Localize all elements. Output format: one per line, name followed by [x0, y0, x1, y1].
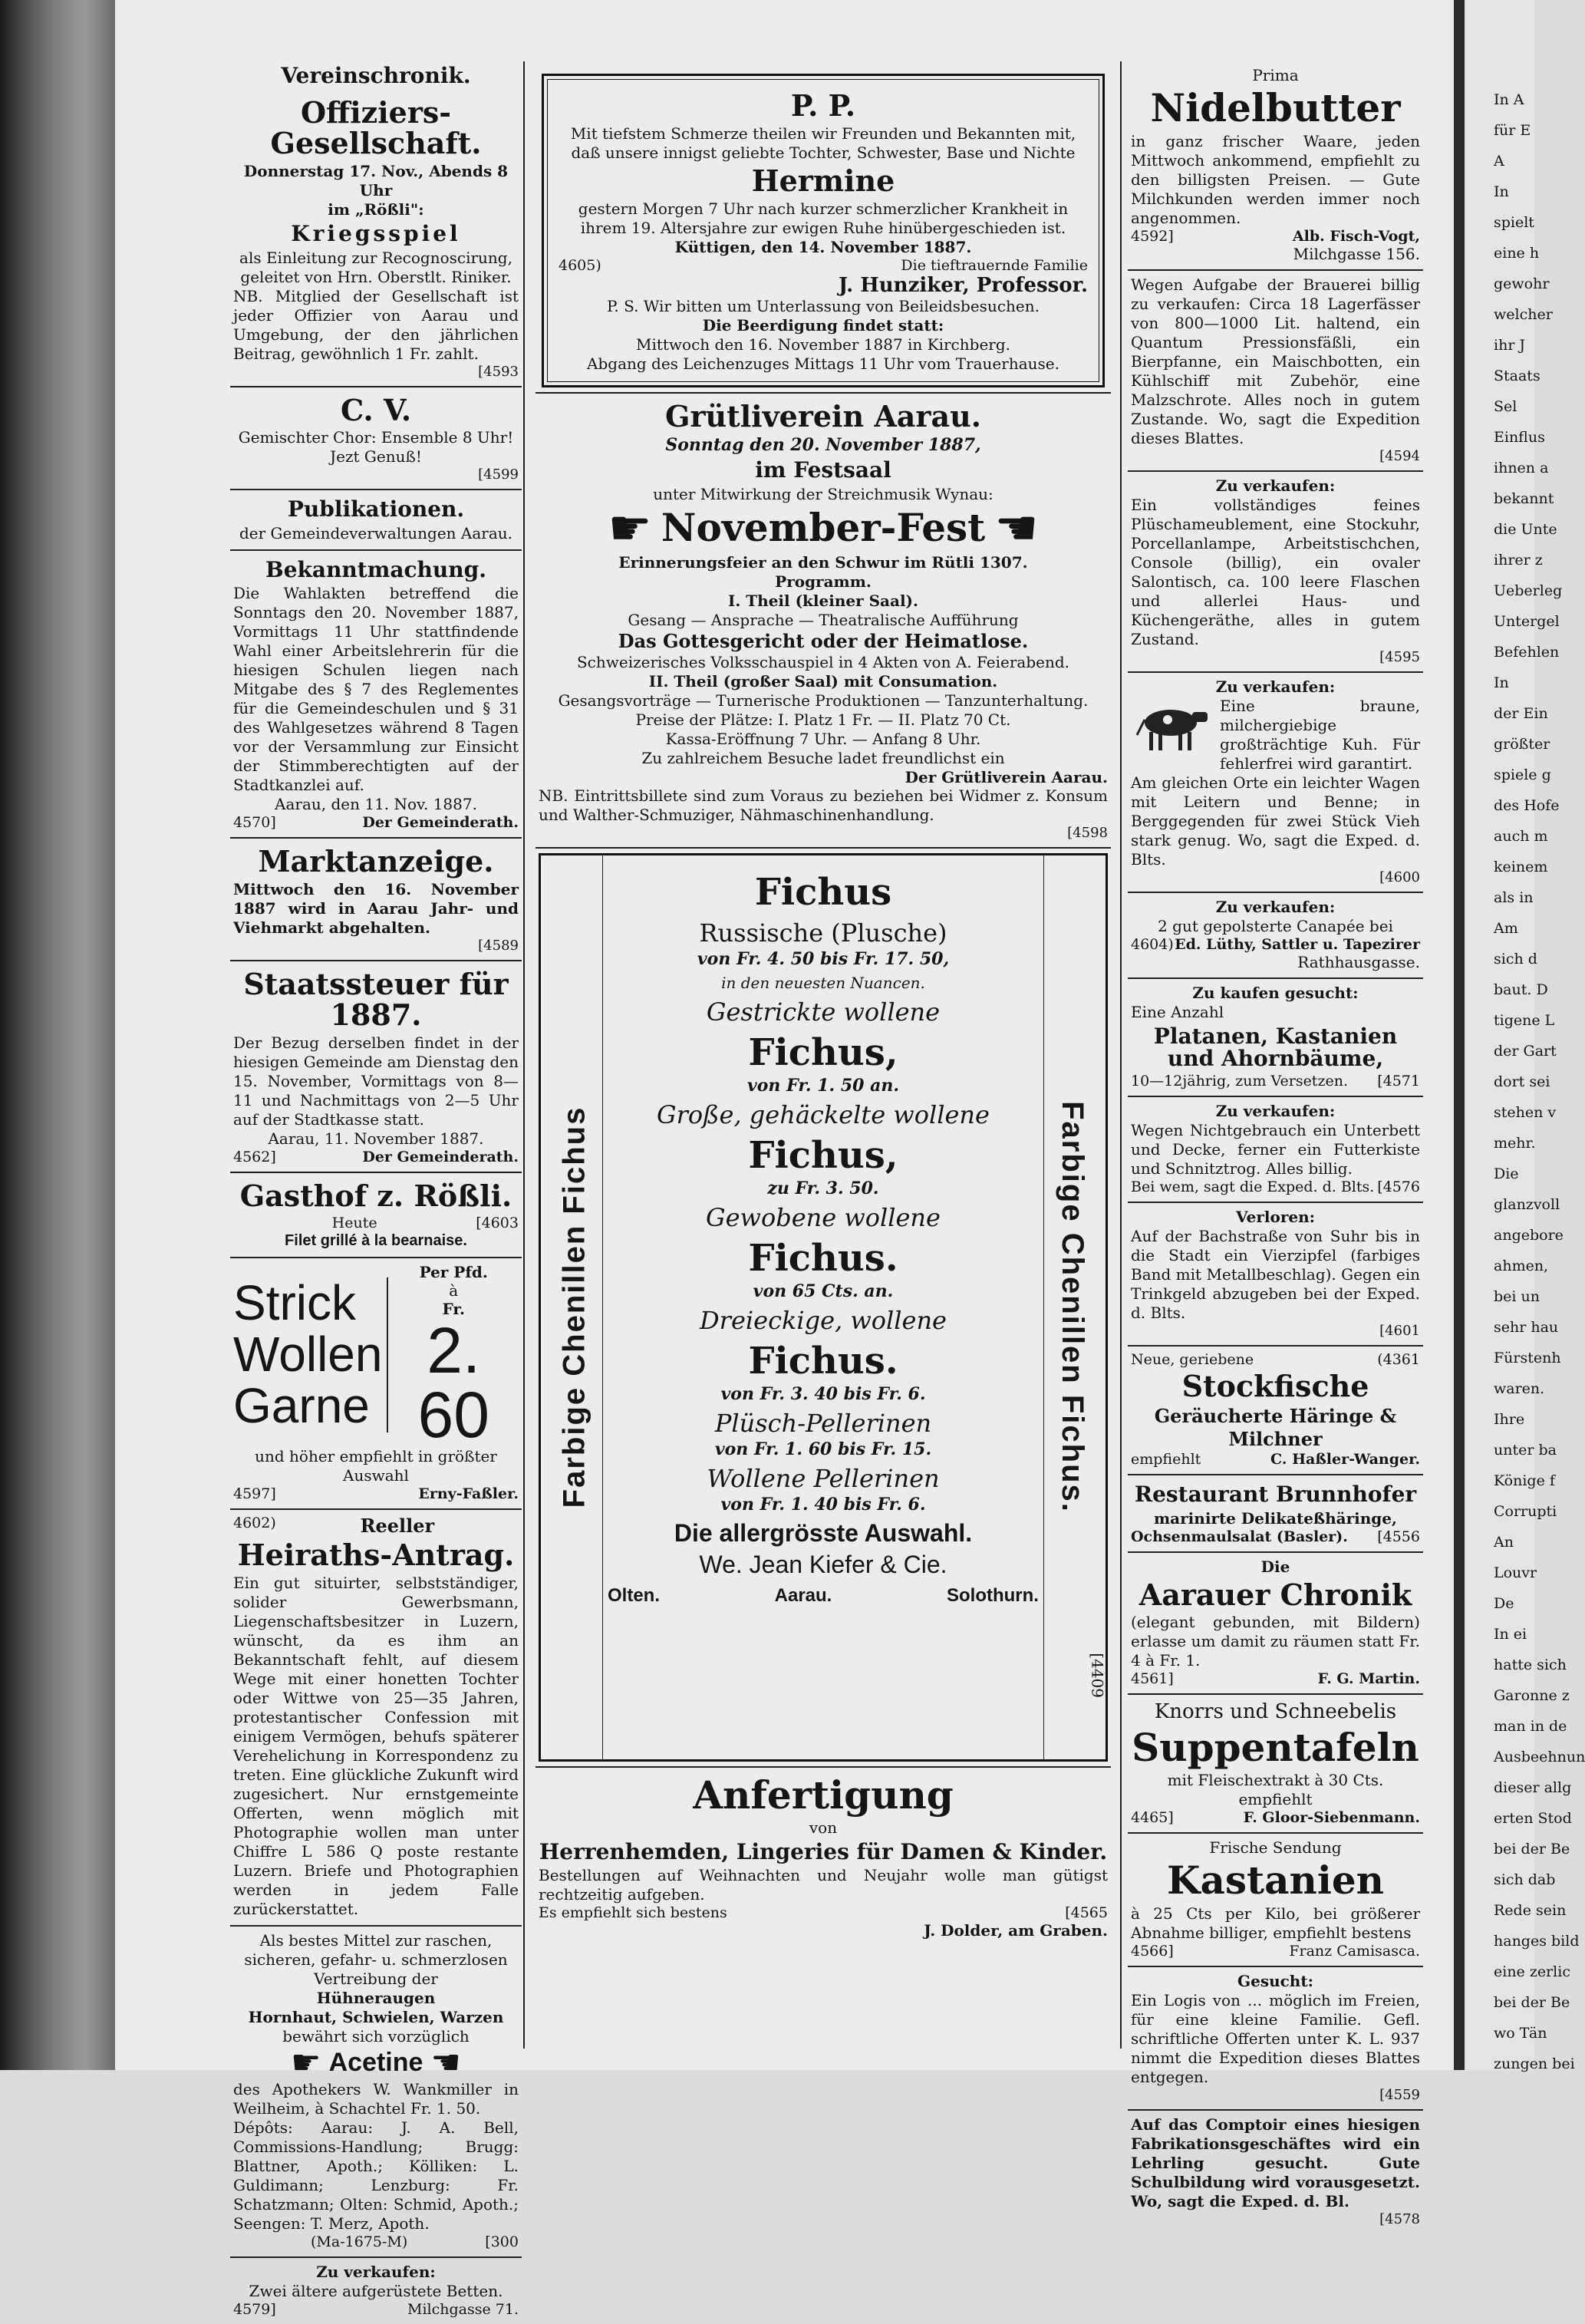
acetine-code: (Ma-1675-M)	[311, 2233, 408, 2250]
kuh-ad	[1128, 673, 1423, 893]
death-notice-family: Die tieftrauernde Familie	[901, 256, 1088, 274]
anfertigung-von: von	[809, 1818, 838, 1838]
strick-signature: Erny-Faßler.	[418, 1485, 519, 1502]
strick-price: 2. 60	[417, 1314, 489, 1451]
strick-num: 4597]	[233, 1485, 276, 1502]
chronik-signature: F. G. Martin.	[1317, 1670, 1420, 1688]
verloren-title: Verloren:	[1235, 1208, 1316, 1227]
grutli-signature: Der Grütliverein Aarau.	[905, 767, 1108, 786]
grutli-teil1: I. Theil (kleiner Saal).	[728, 591, 918, 610]
death-notice-beerdigung3: Abgang des Leichenzuges Mittags 11 Uhr vom Trauerhause.	[587, 354, 1059, 373]
kastanien-text: à 25 Cts per Kilo, bei größerer Abnahme billiger, empfiehlt bestens	[1131, 1904, 1420, 1942]
suppentafeln-pre: Knorrs und Schneebelis	[1154, 1700, 1397, 1724]
unterbett-title: Zu verkaufen:	[1215, 1102, 1336, 1121]
next-page-line: für E	[1494, 122, 1531, 139]
verloren-text: Auf der Bachstraße von Suhr bis in die Stadt ein Vierzipfel (farbiges Band mit Metallbeschlag). Gegen ein Trinkgeld abzugeben bei der Exped. d. Blts.	[1131, 1227, 1420, 1323]
publikationen-title: Publikationen.	[287, 496, 465, 522]
stockfische-num: (4361	[1377, 1351, 1420, 1369]
fichus-wollene-pellerinen: Wollene Pellerinen	[707, 1463, 940, 1493]
fichus-russische-price: von Fr. 4. 50 bis Fr. 17. 50,	[697, 948, 950, 969]
gasthof-num: [4603	[476, 1214, 519, 1231]
next-page-line: bei der Be	[1494, 1994, 1570, 2011]
canape-signature: Ed. Lüthy, Sattler u. Tapezirer	[1175, 935, 1420, 953]
lehrling-num: [4578	[1379, 2210, 1420, 2227]
anfertigung-text: Bestellungen auf Weihnachten und Neujahr wolle man gütigst rechtzeitig aufgeben.	[539, 1866, 1108, 1904]
staatssteuer-ad	[230, 961, 522, 1173]
chronik-pre: Die	[1260, 1557, 1290, 1576]
pointing-hand-left-icon: ☚	[994, 499, 1039, 557]
grutli-play2: Schweizerisches Volksschauspiel in 4 Akten von A. Feierabend.	[576, 652, 1070, 671]
kastanien-num: 4566]	[1131, 1942, 1174, 1960]
acetine-num: [300	[485, 2233, 519, 2250]
marktanzeige-num: [4589	[478, 938, 519, 954]
next-page-line: glanzvoll	[1494, 1196, 1560, 1213]
grutli-play: Das Gottesgericht oder der Heimatlose.	[618, 629, 1029, 652]
strick-fr: Fr.	[442, 1299, 465, 1318]
chronik-num: 4561]	[1131, 1670, 1174, 1688]
fichus-gewobene: Gewobene wollene	[706, 1202, 941, 1232]
next-page-line: eine h	[1494, 245, 1540, 262]
next-page-line: Staats	[1494, 368, 1541, 384]
next-page-line: mehr.	[1494, 1135, 1536, 1152]
next-page-line: Ausbeehnun	[1494, 1749, 1585, 1765]
fichus-grosse: Große, gehäckelte wollene	[657, 1099, 990, 1129]
death-notice-beerdigung2: Mittwoch den 16. November 1887 in Kirchberg.	[635, 335, 1011, 354]
next-page-line: der Ein	[1494, 705, 1548, 722]
acetine-items: Hühneraugen	[316, 1988, 436, 2007]
fichus-city-olten: Olten.	[608, 1584, 661, 1606]
next-page-edge	[1465, 0, 1585, 2072]
book-binding	[0, 0, 115, 2070]
heiraths-ad	[230, 1510, 522, 1927]
next-page-line: Die	[1494, 1165, 1519, 1182]
staatssteuer-text: Der Bezug derselben findet in der hiesigen Gemeinde am Dienstag den 15. November, Vormittags von 8—11 und Nachmittags von 2—5 Uhr auf der Stadtkasse statt.	[233, 1033, 519, 1129]
death-notice-name: Hermine	[751, 163, 895, 198]
unterbett-num: [4576	[1377, 1178, 1420, 1196]
suppentafeln-num: 4465]	[1131, 1809, 1174, 1827]
nidelbutter-num: 4592]	[1131, 227, 1174, 245]
plusch-text: Ein vollständiges feines Plüschameublement, eine Stockuhr, Porcellanlampe, Arbeitstischchen, Console (billig), ein ovaler Salontisch, ca. 100 leere Flaschen und allerlei Haus- und Küchengeräthe, alles in gutem Zustand.	[1131, 495, 1420, 648]
grutli-date: Sonntag den 20. November 1887,	[665, 434, 981, 455]
strickgarne-ad	[230, 1258, 522, 1510]
verloren-ad	[1128, 1203, 1423, 1347]
offiziers-event: Kriegsspiel	[291, 221, 461, 247]
fichus-auswahl: Die allergrösste Auswahl.	[674, 1518, 973, 1547]
platanen-num: [4571	[1377, 1073, 1420, 1090]
betten-text: Zwei ältere aufgerüstete Betten.	[249, 2281, 503, 2300]
fichus-heading-4: Fichus.	[748, 1236, 898, 1280]
next-page-line: Louvr	[1494, 1564, 1537, 1581]
acetine-text: des Apothekers W. Wankmiller in Weilheim, à Schachtel Fr. 1. 50.	[233, 2079, 519, 2118]
stockfische-emp: empfiehlt	[1131, 1451, 1201, 1469]
offiziers-num: [4593	[478, 363, 519, 380]
fichus-num: [4409	[1089, 1652, 1107, 1698]
nidelbutter-addr: Milchgasse 156.	[1293, 244, 1420, 263]
grutli-kasse: Kassa-Eröffnung 7 Uhr. — Anfang 8 Uhr.	[665, 729, 981, 748]
next-page-line: sehr hau	[1494, 1319, 1559, 1336]
kuh-text2: Am gleichen Orte ein leichter Wagen mit Leitern und Benne; in Berggegenden für zwei Stück Vieh stark genug. Wo, sagt die Exped. d. Blts.	[1131, 773, 1420, 869]
next-page-line: des Hofe	[1494, 797, 1560, 814]
next-page-line: bei un	[1494, 1288, 1540, 1305]
kuh-num: [4600	[1379, 869, 1420, 885]
next-page-line: unter ba	[1494, 1442, 1557, 1459]
betten-addr: Milchgasse 71.	[407, 2300, 519, 2318]
bekanntmachung-text: Die Wahlakten betreffend die Sonntags den 20. November 1887, Vormittags 11 Uhr stattfindende Wahl einer Arbeitslehrerin für die hiesigen Schulen liegen nach Mitgabe des § 7 des Reglementes für die Gemeindeschulen und § 31 des Wahlgesetzes während 8 Tagen vor der Versammlung zur Einsicht der Stimmberechtigten auf der Stadtkanzlei auf.	[233, 584, 519, 795]
next-page-line: ahmen,	[1494, 1258, 1549, 1274]
next-page-line: sich dab	[1494, 1871, 1556, 1888]
grutli-erinnerung: Erinnerungsfeier an den Schwur im Rütli 1307.	[618, 552, 1028, 572]
grutli-teil2: II. Theil (großer Saal) mit Consumation.	[648, 671, 998, 691]
death-notice-place: Küttigen, den 14. November 1887.	[674, 237, 972, 256]
grutli-mit: unter Mitwirkung der Streichmusik Wynau:	[653, 484, 994, 503]
chronik-text: (elegant gebunden, mit Bildern) erlasse um damit zu räumen statt Fr. 4 à Fr. 1.	[1131, 1613, 1420, 1670]
next-page-line: sich d	[1494, 951, 1537, 968]
next-page-line: In ei	[1494, 1626, 1527, 1643]
heiraths-text: Ein gut situirter, selbstständiger, solider Gewerbsmann, Liegenschaftsbesitzer in Luzern, wünscht, da es ihm an Bekanntschaft fehlt, auf diesem Wege mit einer honetten Tochter oder Wittwe von 25—35 Jahren, protestantischer Confession mit einigem Vermögen, behufs späterer Verehelichung in Korrespondenz zu treten. Eine glückliche Zukunft wird zugesichert. Nur ernstgemeinte Offerten, wenn möglich mit Photographie wollen man unter Chiffre L 586 Q poste restante Luzern. Briefe und Photographien werden in jedem Falle zurückerstattet.	[233, 1573, 519, 1918]
fichus-city-solothurn: Solothurn.	[947, 1584, 1039, 1606]
platanen-ad	[1128, 979, 1423, 1098]
next-page-line: angebore	[1494, 1227, 1564, 1244]
fichus-side-right: Farbige Chenillen Fichus.	[1055, 1101, 1089, 1513]
strick-word2: Wollen	[233, 1327, 383, 1383]
platanen-big: Platanen, Kastanien und Ahornbäume,	[1153, 1023, 1398, 1071]
bekanntmachung-title: Bekanntmachung.	[265, 556, 486, 582]
next-page-line: spielt	[1494, 214, 1534, 231]
fichus-russische: Russische (Plusche)	[699, 918, 947, 948]
brauerei-ad	[1128, 271, 1423, 472]
cv-title: C. V.	[340, 392, 412, 427]
grutli-title: Grütliverein Aarau.	[665, 398, 981, 433]
offiziers-line2: im „Rößli":	[328, 200, 424, 219]
suppentafeln-ad	[1128, 1695, 1423, 1834]
strick-per: Per Pfd.	[419, 1262, 488, 1281]
next-page-line: spiele g	[1494, 766, 1551, 783]
verloren-num: [4601	[1379, 1323, 1420, 1340]
death-notice-text: Mit tiefstem Schmerze theilen wir Freunden und Bekannten mit, daß unsere innigst geliebte Tochter, Schwester, Base und Nichte	[570, 124, 1076, 162]
next-page-line: Befehlen	[1494, 644, 1560, 661]
heiraths-title: Heiraths-Antrag.	[237, 1537, 515, 1572]
strick-word3: Garne	[233, 1378, 370, 1434]
column-rule-left	[523, 61, 525, 2049]
pointing-hand-left-icon: ☚	[430, 2042, 461, 2082]
canape-title: Zu verkaufen:	[1215, 897, 1336, 916]
middle-column	[535, 61, 1111, 1946]
staatssteuer-title: Staatssteuer für 1887.	[243, 967, 509, 1033]
stockfische-sub: Geräucherte Häringe & Milchner	[1154, 1405, 1397, 1451]
death-notice-text2: gestern Morgen 7 Uhr nach kurzer schmerzlicher Krankheit in ihrem 19. Altersjahre zur ewigen Ruhe hinübergeschieden ist.	[578, 199, 1069, 237]
nidelbutter-signature: Alb. Fisch-Vogt,	[1292, 227, 1420, 245]
death-notice-ps: P. S. Wir bitten um Unterlassung von Beileidsbesuchen.	[607, 296, 1040, 315]
kastanien-ad	[1128, 1834, 1423, 1967]
fichus-heading-2: Fichus,	[748, 1030, 898, 1074]
next-page-line: Corrupti	[1494, 1503, 1557, 1520]
next-page-line: Am	[1494, 920, 1518, 937]
cow-icon	[1131, 697, 1215, 755]
next-page-line: hanges bild	[1494, 1933, 1580, 1950]
grutli-programm: Programm.	[775, 572, 872, 591]
left-column	[230, 61, 522, 2324]
logis-text: Ein Logis von ... möglich im Freien, für eine kleine Familie. Gefl. schriftliche Offerten unter K. L. 937 nimmt die Expedition dieses Blattes entgegen.	[1131, 1990, 1420, 2086]
gasthof-line2: Filet grillé à la bearnaise.	[285, 1231, 467, 1249]
acetine-depots: Dépôts: Aarau: J. A. Bell, Commissions-Handlung; Brugg: Blattner, Apoth.; Kölliken: L. Guldimann; Lenzburg: Fr. Schatzmann; Olten: Schmid, Apoth.; Seengen: T. Merz, Apoth.	[233, 2118, 519, 2233]
acetine-bewahrt: bewährt sich vorzüglich	[282, 2026, 470, 2045]
bekanntmachung-signature: Der Gemeinderath.	[362, 814, 519, 832]
next-page-line: Garonne z	[1494, 1687, 1570, 1704]
fichus-gestrickte: Gestrickte wollene	[706, 997, 941, 1027]
offiziers-title: Offiziers-Gesellschaft.	[270, 95, 482, 161]
fichus-price-2: von Fr. 1. 50 an.	[746, 1075, 900, 1096]
column-rule-right	[1120, 61, 1122, 2049]
next-page-line: Ueberleg	[1494, 582, 1563, 599]
next-page-line: In	[1494, 183, 1509, 200]
next-page-line: Könige f	[1494, 1472, 1555, 1489]
offiziers-nb: NB. Mitglied der Gesellschaft ist jeder Offizier von Aarau und Umgebung, der den jährlichen Beitrag, gewöhnlich 1 Fr. zahlt.	[233, 286, 519, 363]
next-page-line: man in de	[1494, 1718, 1567, 1735]
next-page-line: An	[1494, 1534, 1514, 1551]
next-page-line: Untergel	[1494, 613, 1560, 630]
next-page-line: erten Stod	[1494, 1810, 1572, 1827]
restaurant-title: Restaurant Brunnhofer	[1134, 1482, 1417, 1508]
strick-word1: Strick	[233, 1275, 356, 1331]
offiziers-line1: Donnerstag 17. Nov., Abends 8 Uhr	[243, 162, 509, 200]
death-notice	[542, 74, 1105, 387]
next-page-line: als in	[1494, 889, 1534, 906]
grutli-place: im Festsaal	[755, 457, 891, 483]
nidelbutter-title: Nidelbutter	[1150, 85, 1401, 130]
grutli-nb: NB. Eintrittsbillete sind zum Voraus zu beziehen bei Widmer z. Konsum und Walther-Schmuziger, Nähmaschinenhandlung.	[539, 786, 1108, 824]
fichus-side-left: Farbige Chenillen Fichus	[557, 1106, 591, 1508]
anfertigung-num: [4565	[1065, 1904, 1108, 1922]
anfertigung-title: Anfertigung	[693, 1772, 954, 1818]
fichus-price-6: von Fr. 1. 60 bis Fr. 15.	[714, 1439, 932, 1459]
publikationen-block	[230, 490, 522, 550]
canape-ad	[1128, 893, 1423, 979]
fichus-dreieckige: Dreieckige, wollene	[700, 1305, 947, 1335]
stockfische-title: Stockfische	[1181, 1369, 1369, 1404]
staatssteuer-num: 4562]	[233, 1148, 276, 1165]
next-page-line: eine zerlic	[1494, 1963, 1570, 1980]
offiziers-ad	[230, 90, 522, 387]
lehrling-ad	[1128, 2111, 1423, 2233]
restaurant-text: marinirte Delikateßhäringe,	[1154, 1508, 1397, 1528]
page-gutter	[1454, 0, 1465, 2070]
logis-ad	[1128, 1967, 1423, 2111]
next-page-line: stehen v	[1494, 1104, 1557, 1121]
stockfische-pre: Neue, geriebene	[1131, 1351, 1254, 1369]
fichus-firm: We. Jean Kiefer & Cie.	[699, 1550, 947, 1578]
anfertigung-text2: Es empfiehlt sich bestens	[539, 1904, 727, 1922]
marktanzeige-text: Mittwoch den 16. November 1887 wird in Aarau Jahr- und Viehmarkt abgehalten.	[233, 880, 519, 938]
fichus-plusch-pellerinen: Plüsch-Pellerinen	[714, 1408, 932, 1438]
restaurant-text2: Ochsenmaulsalat (Basler).	[1131, 1528, 1348, 1545]
death-notice-num: 4605)	[559, 256, 601, 274]
next-page-line: Rede sein	[1494, 1902, 1567, 1919]
next-page-text	[1465, 0, 1585, 2079]
canape-text: 2 gut gepolsterte Canapée bei	[1158, 916, 1393, 935]
next-page-line: bekannt	[1494, 490, 1554, 507]
betten-num: 4579]	[233, 2300, 276, 2318]
marktanzeige-title: Marktanzeige.	[258, 844, 494, 879]
platanen-title: Zu kaufen gesucht:	[1192, 983, 1359, 1002]
fichus-ad	[539, 853, 1108, 1762]
grutli-teil2-text: Gesangsvorträge — Turnerische Produktionen — Tanzunterhaltung.	[558, 691, 1089, 710]
next-page-line: ihr J	[1494, 337, 1526, 354]
bekanntmachung-num: 4570]	[233, 814, 276, 832]
unterbett-text: Wegen Nichtgebrauch ein Unterbett und Decke, ferner ein Futterkiste und Schnitztrog. Alles billig.	[1131, 1121, 1420, 1178]
strick-a: à	[449, 1281, 459, 1300]
fichus-price-5: von Fr. 3. 40 bis Fr. 6.	[720, 1383, 926, 1404]
cv-ad	[230, 387, 522, 491]
death-notice-signature: J. Hunziker, Professor.	[838, 273, 1088, 297]
anfertigung-ad	[535, 1766, 1111, 1947]
logis-num: [4559	[1379, 2086, 1420, 2103]
fichus-russische-note: in den neuesten Nuancen.	[721, 973, 925, 992]
nidelbutter-text: in ganz frischer Waare, jeden Mittwoch ankommend, empfiehlt zu den billigsten Preisen. — Gute Milchkunden werden immer noch angenommen.	[1131, 131, 1420, 227]
cv-text: Gemischter Chor: Ensemble 8 Uhr! Jezt Genuß!	[238, 428, 514, 466]
next-page-line: wo Tän	[1494, 2025, 1547, 2042]
acetine-items2: Hornhaut, Schwielen, Warzen	[248, 2007, 504, 2026]
bekanntmachung-date: Aarau, den 11. Nov. 1887.	[275, 795, 477, 814]
offiziers-text: als Einleitung zur Recognoscirung, geleitet von Hrn. Oberstlt. Riniker.	[239, 248, 512, 286]
gasthof-ad	[230, 1173, 522, 1258]
anfertigung-signature: J. Dolder, am Graben.	[924, 1921, 1108, 1940]
grutliverein-ad	[535, 392, 1111, 849]
canape-num: 4604)	[1131, 935, 1174, 953]
next-page-line: ihrer z	[1494, 552, 1543, 569]
next-page-line: hatte sich	[1494, 1656, 1567, 1673]
fichus-city-aarau: Aarau.	[774, 1584, 832, 1606]
unterbett-ad	[1128, 1097, 1423, 1203]
marktanzeige-ad	[230, 839, 522, 961]
fichus-price-7: von Fr. 1. 40 bis Fr. 6.	[720, 1494, 926, 1515]
fichus-heading-3: Fichus,	[748, 1133, 898, 1177]
next-page-line: zungen bei	[1494, 2055, 1575, 2072]
next-page-line: Fürstenh	[1494, 1350, 1561, 1366]
publikationen-sub: der Gemeindeverwaltungen Aarau.	[239, 523, 512, 542]
canape-addr: Rathhausgasse.	[1297, 952, 1420, 971]
grutli-num: [4598	[1067, 824, 1108, 841]
suppentafeln-signature: F. Gloor-Siebenmann.	[1243, 1809, 1420, 1827]
next-page-line: Einflus	[1494, 429, 1545, 446]
plusch-num: [4595	[1379, 648, 1420, 665]
next-page-line: dieser allg	[1494, 1779, 1572, 1796]
nidelbutter-prima: Prima	[1252, 66, 1299, 84]
platanen-text: 10—12jährig, zum Versetzen.	[1131, 1073, 1348, 1090]
heiraths-pre: Reeller	[360, 1514, 435, 1537]
next-page-line: A	[1494, 153, 1504, 170]
unterbett-text2: Bei wem, sagt die Exped. d. Blts.	[1131, 1178, 1375, 1196]
right-column	[1128, 61, 1423, 2233]
grutli-teil1-text: Gesang — Ansprache — Theatralische Aufführung	[628, 610, 1019, 629]
next-page-line: In A	[1494, 91, 1524, 108]
next-page-line: die Unte	[1494, 521, 1557, 538]
kastanien-title: Kastanien	[1166, 1858, 1384, 1904]
betten-title: Zu verkaufen:	[316, 2262, 436, 2281]
acetine-title: Acetine	[328, 2048, 423, 2078]
fichus-heading-5: Fichus.	[748, 1339, 898, 1383]
gasthof-line1: Heute	[331, 1214, 377, 1231]
next-page-line: gewohr	[1494, 275, 1550, 292]
cv-num: [4599	[478, 466, 519, 483]
next-page-line: größter	[1494, 736, 1550, 753]
grutli-zahl: Zu zahlreichem Besuche ladet freundlichst ein	[641, 748, 1005, 767]
plusch-ad	[1128, 472, 1423, 673]
restaurant-num: [4556	[1377, 1528, 1420, 1545]
grutli-preise: Preise der Plätze: I. Platz 1 Fr. — II. Platz 70 Ct.	[635, 710, 1011, 729]
gasthof-title: Gasthof z. Rößli.	[239, 1178, 512, 1213]
heiraths-num: 4602)	[233, 1514, 276, 1531]
next-page-line: baut. D	[1494, 981, 1548, 998]
fichus-heading-1: Fichus	[754, 870, 892, 914]
next-page-line: ihnen a	[1494, 460, 1549, 476]
death-notice-beerdigung: Die Beerdigung findet statt:	[702, 315, 944, 335]
pointing-hand-right-icon: ☛	[608, 499, 652, 557]
fichus-price-4: von 65 Cts. an.	[753, 1281, 894, 1301]
kuh-text: Eine braune, milchergiebige großträchtige Kuh. Für fehlerfrei wird garantirt.	[1220, 696, 1420, 773]
next-page-line: tigene L	[1494, 1012, 1555, 1029]
next-page-line: keinem	[1494, 859, 1548, 875]
death-notice-title: P. P.	[790, 88, 856, 123]
next-page-line: Ihre	[1494, 1411, 1525, 1428]
logis-title: Gesucht:	[1237, 1971, 1313, 1990]
kastanien-pre: Frische Sendung	[1209, 1838, 1342, 1858]
anfertigung-sub: Herrenhemden, Lingeries für Damen & Kinder.	[539, 1839, 1108, 1865]
kuh-title: Zu verkaufen:	[1215, 677, 1336, 696]
suppentafeln-text: mit Fleischextrakt à 30 Cts. empfiehlt	[1167, 1771, 1384, 1809]
suppentafeln-title: Suppentafeln	[1132, 1724, 1419, 1770]
acetine-intro: Als bestes Mittel zur raschen, sicheren, gefahr- u. schmerzlosen Vertreibung der	[244, 1930, 508, 1988]
bekanntmachung-ad	[230, 551, 522, 839]
next-page-line: bei der Be	[1494, 1841, 1570, 1858]
kastanien-signature: Franz Camisasca.	[1289, 1942, 1420, 1960]
lehrling-text: Auf das Comptoir eines hiesigen Fabrikationsgeschäftes wird ein Lehrling gesucht. Gute Schulbildung wird vorausgesetzt. Wo, sagt die Exped. d. Bl.	[1131, 2115, 1420, 2210]
next-page-line: der Gart	[1494, 1043, 1557, 1060]
staatssteuer-date: Aarau, 11. November 1887.	[268, 1129, 484, 1148]
betten-ad	[230, 2258, 522, 2324]
restaurant-ad	[1128, 1475, 1423, 1552]
next-page-line: Sel	[1494, 398, 1517, 415]
next-page-line: De	[1494, 1595, 1514, 1612]
staatssteuer-signature: Der Gemeinderath.	[362, 1148, 519, 1165]
strick-text: und höher empfiehlt in größter Auswahl	[255, 1446, 497, 1485]
next-page-line: waren.	[1494, 1380, 1545, 1397]
stockfische-ad	[1128, 1347, 1423, 1475]
grutli-fest: November-Fest	[661, 505, 986, 551]
chronik-title: Aarauer Chronik	[1138, 1577, 1412, 1612]
next-page-line: welcher	[1494, 306, 1553, 323]
fichus-price-3: zu Fr. 3. 50.	[767, 1178, 879, 1198]
next-page-line: In	[1494, 674, 1509, 691]
brauerei-text: Wegen Aufgabe der Brauerei billig zu verkaufen: Circa 18 Lagerfässer von 800—1000 Lit. haltend, ein Quantum Pressionsfäßli, ein Bierpfanne, ein Maischbotten, ein Kühlschiff mit Zubehör, eine Malzschrote. Alles noch in gutem Zustande. Wo, sagt die Expedition dieses Blattes.	[1131, 275, 1420, 447]
acetine-ad	[230, 1927, 522, 2258]
pointing-hand-right-icon: ☛	[291, 2042, 321, 2082]
vereinschronik-heading: Vereinschronik.	[281, 63, 471, 88]
platanen-pre: Eine Anzahl	[1131, 1002, 1224, 1021]
next-page-line: auch m	[1494, 828, 1548, 845]
chronik-ad	[1128, 1553, 1423, 1696]
nidelbutter-ad	[1128, 61, 1423, 271]
plusch-title: Zu verkaufen:	[1215, 476, 1336, 495]
stockfische-signature: C. Haßler-Wanger.	[1270, 1451, 1420, 1469]
brauerei-num: [4594	[1379, 447, 1420, 464]
next-page-line: dort sei	[1494, 1073, 1550, 1090]
